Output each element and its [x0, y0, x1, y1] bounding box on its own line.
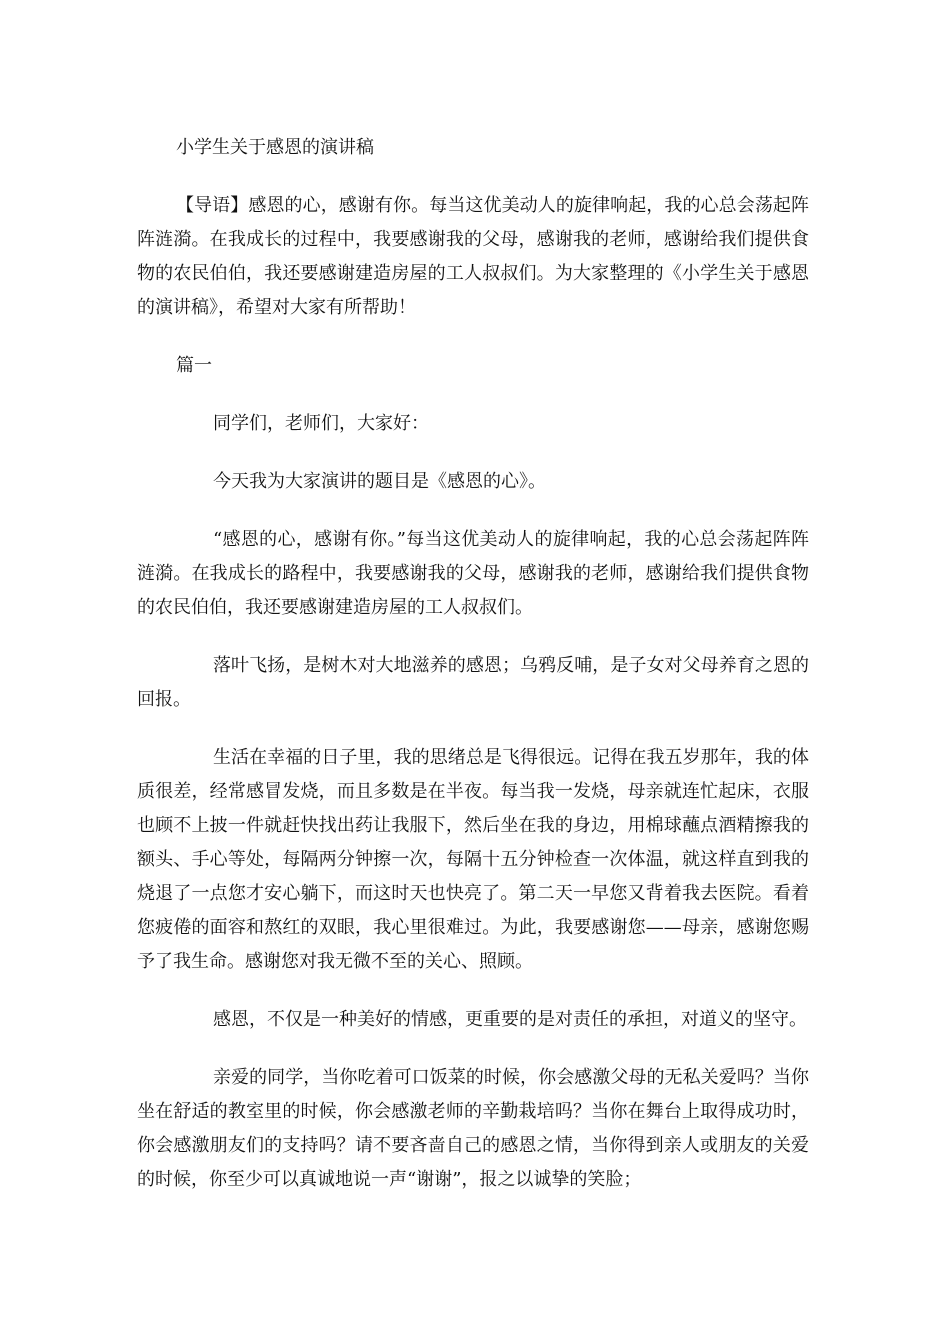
- spacer: [137, 717, 809, 741]
- spacer: [137, 383, 809, 407]
- body-paragraph: 生活在幸福的日子里，我的思绪总是飞得很远。记得在我五岁那年，我的体质很差，经常感冒发烧，而且多数是在半夜。每当我一发烧，母亲就连忙起床，衣服也顾不上披一件就赶快找出药让我服下，然后坐在我的身边，用棉球蘸点酒精擦我的额头、手心等处，每隔两分钟擦一次，每隔十五分钟检查一次体温，就这样直到我的烧退了一点您才安心躺下，而这时天也快亮了。第二天一早您又背着我去医院。看着您疲倦的面容和熬红的双眼，我心里很难过。为此，我要感谢您——母亲，感谢您赐予了我生命。感谢您对我无微不至的关心、照顾。: [137, 747, 809, 972]
- body-paragraph: 今天我为大家演讲的题目是《感恩的心》。: [213, 471, 546, 492]
- document-title: 小学生关于感恩的演讲稿: [176, 137, 374, 158]
- body-paragraph: 同学们，老师们，大家好：: [213, 413, 429, 434]
- body-paragraph: 落叶飞扬，是树木对大地滋养的感恩；乌鸦反哺，是子女对父母养育之恩的回报。: [137, 655, 809, 710]
- body-paragraph: 感恩，不仅是一种美好的情感，更重要的是对责任的承担，对道义的坚守。: [213, 1009, 807, 1030]
- body-paragraph: 亲爱的同学，当你吃着可口饭菜的时候，你会感激父母的无私关爱吗？当你坐在舒适的教室里的时候，你会感激老师的辛勤栽培吗？当你在舞台上取得成功时，你会感激朋友们的支持吗？请不要吝啬自己的感恩之情，当你得到亲人或朋友的关爱的时候，你至少可以真诚地说一声“谢谢”，报之以诚挚的笑脸；: [137, 1067, 809, 1190]
- document-page: [137, 131, 809, 1197]
- body-paragraph: “感恩的心，感谢有你。”每当这优美动人的旋律响起，我的心总会荡起阵阵涟漪。在我成长的路程中，我要感谢我的父母，感谢我的老师，感谢给我们提供食物的农民伯伯，我还要感谢建造房屋的工人叔叔们。: [137, 529, 809, 618]
- spacer: [137, 325, 809, 349]
- spacer: [137, 1037, 809, 1061]
- spacer: [137, 441, 809, 465]
- intro-paragraph: 【导语】感恩的心，感谢有你。每当这优美动人的旋律响起，我的心总会荡起阵阵涟漪。在我成长的过程中，我要感谢我的父母，感谢我的老师，感谢给我们提供食物的农民伯伯，我还要感谢建造房屋的工人叔叔们。为大家整理的《小学生关于感恩的演讲稿》，希望对大家有所帮助！: [137, 195, 809, 318]
- spacer: [137, 499, 809, 523]
- spacer: [137, 979, 809, 1003]
- section-heading: 篇一: [176, 355, 212, 376]
- spacer: [137, 165, 809, 189]
- spacer: [137, 625, 809, 649]
